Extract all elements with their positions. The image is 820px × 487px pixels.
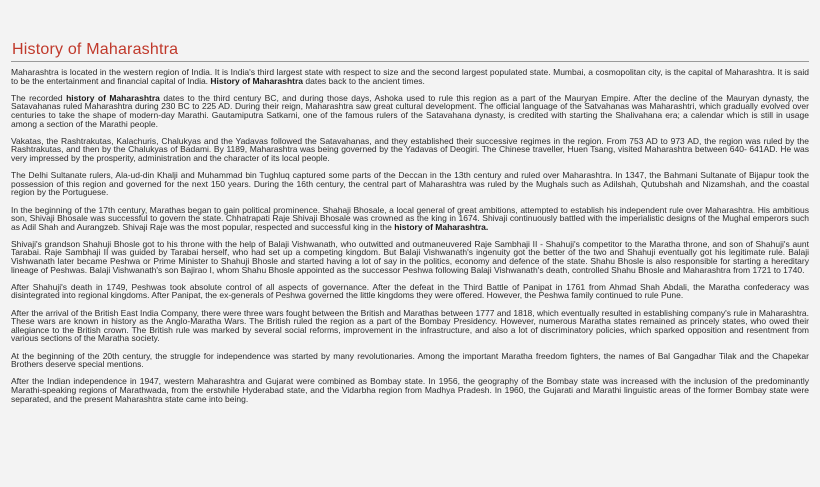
paragraph bbox=[11, 137, 809, 163]
text-run: Maharashtra is located in the western region of India. It is India's third largest state with respect to size and the second largest populated state. Mumbai, a cosmopolitan city, is the capital of Maharashtra. It is said to be the entertainment and financial capital of India. bbox=[11, 67, 809, 86]
text-run: dates to the third century BC, and during those days, Ashoka used to rule this region as a part of the Mauryan Empire. After the decline of the Mauryan dynasty, the Satavahanas ruled Maharashtra during 230 BC to 225 AD. During their reign, Maharashtra saw great cultural development. The official language of the Satvahanas was Maharashtri, which gradually evolved over centuries to take the shape of modern-day Marathi. Gautamiputra Satkarni, one of the famous rulers of the Satavahana dynasty, is credited with starting the Shalivahana era; a calendar which is still in usage among a section of the Marathi people. bbox=[11, 92, 810, 129]
title-divider bbox=[11, 61, 809, 62]
page-title: History of Maharashtra bbox=[12, 41, 179, 58]
text-run: After the arrival of the British East India Company, there were three wars fought between the British and Marathas between 1777 and 1818, which eventually resulted in establishing company's rule in Maharashtra. These wars are known in history as the Anglo-Maratha Wars. The British ruled the region as a part of the Bombay Presidency. However, numerous Maratha states remained as princely states, who owed their allegiance to the British crown. The British rule was marked by several social reforms, improvement in the infrastructure, and also a lot of discriminatory policies, which sparked opposition and resentment from various sections of the Maratha society. bbox=[11, 307, 809, 344]
bold-phrase: history of Maharashtra bbox=[66, 92, 160, 103]
paragraph bbox=[11, 94, 809, 128]
paragraph bbox=[11, 68, 809, 85]
text-run: After Shahuji's death in 1749, Peshwas took absolute control of all aspects of governance. After the defeat in the Third Battle of Panipat in 1761 from Ahmad Shah Abdali, the Maratha confederacy was disintegrated into regional kingdoms. After Panipat, the ex-generals of Peshwa governed the little kingdoms they were offered. However, the Peshwa family continued to rule Pune. bbox=[11, 281, 809, 301]
text-run: After the Indian independence in 1947, western Maharashtra and Gujarat were combined as Bombay state. In 1956, the geography of the Bombay state was increased with the inclusion of the predominantly Marathi-speaking regions of Marathwada, from the erstwhile Hyderabad state, and the Vidarbha region from Madhya Pradesh. In 1960, the Gujarati and Marathi linguistic areas of the former Bombay state were separated, and the present Maharashtra state came into being. bbox=[11, 376, 809, 404]
bold-phrase: history of Maharashtra. bbox=[394, 221, 489, 232]
text-run: In the beginning of the 17th century, Marathas began to gain political prominence. Shahaji Bhosale, a local general of great ambitions, attempted to establish his independent rule over Maharashtra. His ambitious son, Shivaji Bhosale was successful to govern the state. Chhatrapati Raje Shivaji Bhosale was crowned as the king in 1674. Shivaji continuously battled with the imperialistic designs of the Mughal emperors such as Adil Shah and Aurangzeb. Shivaji Raje was the most popular, respected and successful king in the bbox=[11, 204, 809, 232]
paragraph bbox=[11, 206, 809, 232]
text-run: Vakatas, the Rashtrakutas, Kalachuris, Chalukyas and the Yadavas followed the Satavahanas, and they established their successive regimes in the region. From 753 AD to 973 AD, the region was ruled by the Rashtrakutas, and then by the Chalukyas of Badami. By 1189, Maharashtra was being governed by the Yadavas of Deogiri. The Chinese traveller, Huen Tsang, visited Maharashtra between 640- 641AD. He was very impressed by the prosperity, administration and the character of its local people. bbox=[11, 135, 809, 163]
paragraph bbox=[11, 309, 809, 343]
paragraph bbox=[11, 240, 809, 274]
text-run: The Delhi Sultanate rulers, Ala-ud-din Khalji and Muhammad bin Tughluq captured some parts of the Deccan in the 13th century and ruled over Maharashtra. In 1347, the Bahmani Sultanate of Bijapur took the possession of this region and governed for the next 150 years. During the 16th century, the central part of Maharashtra was ruled by the Mughals such as Adilshah, Qutubshah and Nizamshah, and the coastal region by the Portuguese. bbox=[11, 170, 809, 198]
article-body bbox=[11, 68, 809, 403]
text-run: dates back to the ancient times. bbox=[303, 75, 425, 86]
paragraph bbox=[11, 171, 809, 197]
paragraph bbox=[11, 377, 809, 403]
paragraph bbox=[11, 283, 809, 300]
text-run: Shivaji's grandson Shahuji Bhosle got to his throne with the help of Balaji Vishwanath, who outwitted and outmaneuvered Raje Sambhaji II - Shahuji's competitor to the Maratha throne, and son of Shahuji's aunt Tarabai. Raje Sambhaji II was guided by Tarabai herself, who had set up a competing kingdom. But Balaji Vishwanath's ingenuity got the better of the two and Shahuji eventually got his legitimate rule. Balaji Vishwanath later became Peshwa or Prime Minister to Shahuji Bhosle and started having a lot of say in the politics, economy and defence of the state. Shahu Bhosle is also responsible for starting a hereditary lineage of Peshwas. Balaji Vishwanath's son Bajirao I, whom Shahu Bhosle appointed as the successor Peshwa following Balaji Vishwanath's death, controlled Shahu Bhosle and Maharashtra from 1721 to 1740. bbox=[11, 238, 809, 275]
text-run: At the beginning of the 20th century, the struggle for independence was started by many revolutionaries. Among the important Maratha freedom fighters, the names of Bal Gangadhar Tilak and the Chapekar Brothers deserve special mentions. bbox=[11, 350, 809, 370]
paragraph bbox=[11, 352, 809, 369]
bold-phrase: History of Maharashtra bbox=[210, 75, 304, 86]
text-run: The recorded bbox=[11, 92, 67, 103]
